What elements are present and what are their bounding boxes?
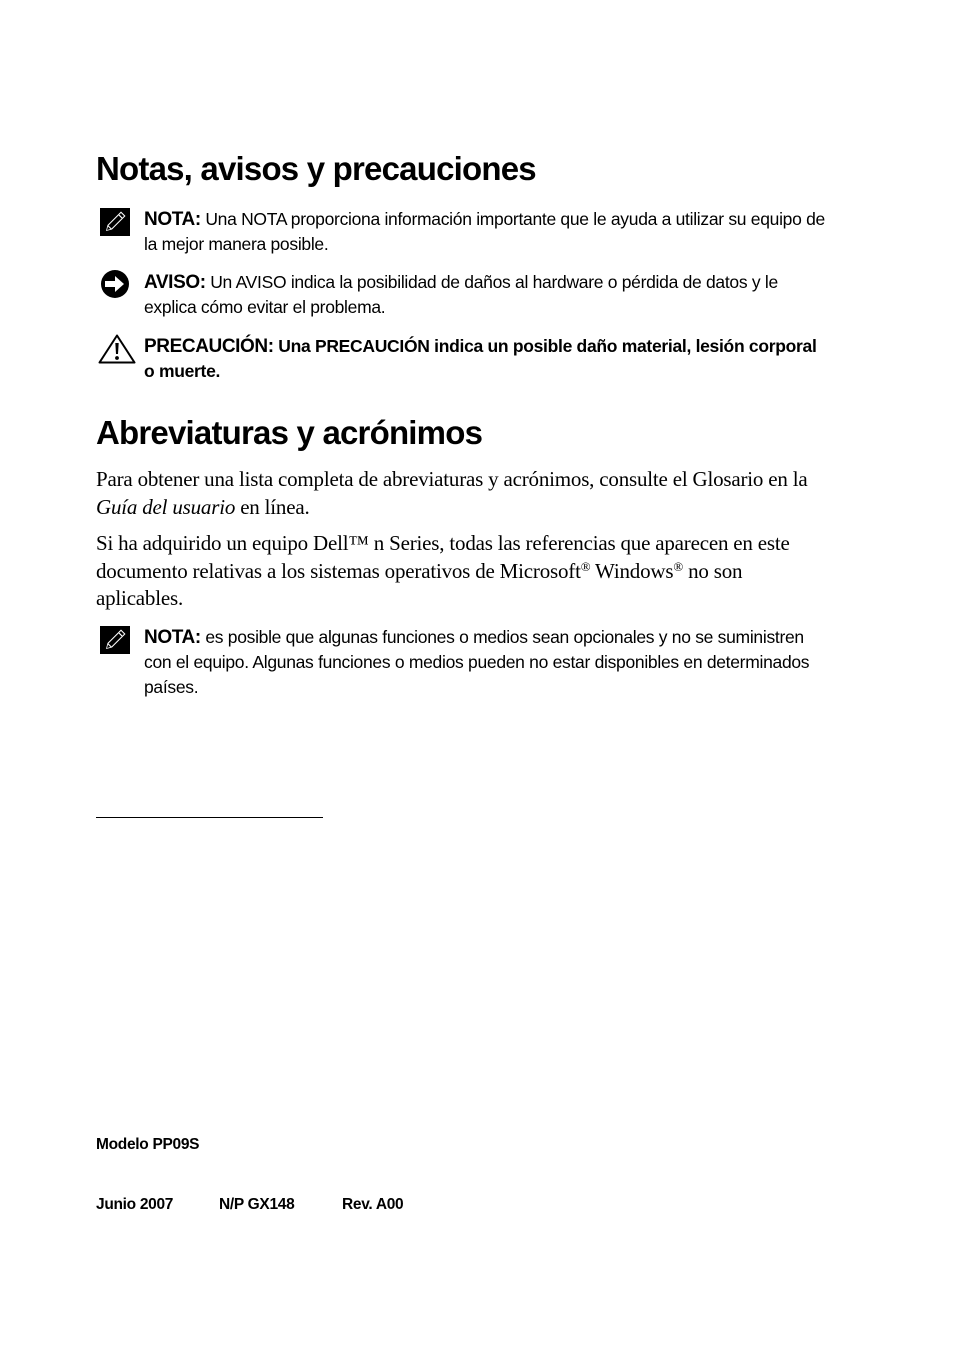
model-number: Modelo PP09S [96,1136,200,1153]
note-block [96,207,826,257]
glossary-paragraph [96,466,826,521]
note-block-optional-features [96,625,826,700]
publication-date: Junio 2007 [96,1196,174,1213]
note-label: NOTA: [144,627,201,648]
text-run: Windows [590,558,674,583]
heading-abbreviations: Abreviaturas y acrónimos [96,414,483,451]
part-number: N/P GX148 [219,1196,295,1213]
arrow-circle-icon [98,270,132,300]
note-text [144,207,826,257]
revision: Rev. A00 [342,1196,404,1213]
warning-triangle-icon [98,334,132,364]
caution-text [144,334,826,384]
registered-mark: ® [580,558,591,574]
heading-notes-notices-cautions: Notas, avisos y precauciones [96,150,536,187]
guide-title: Guía del usuario [96,494,236,519]
text-run: no son aplicables. [96,558,743,610]
caution-body: Una PRECAUCIÓN indica un posible daño material, lesión corporal o muerte. [144,336,817,381]
caution-label: PRECAUCIÓN: [144,336,274,357]
pencil-note-icon [98,625,132,655]
footer-divider [96,817,323,818]
notice-block [96,270,826,320]
note-label: NOTA: [144,209,201,230]
text-run: Si ha adquirido un equipo Dell™ n Series, todas las referencias que aparecen en este documento relativas a los sistemas operativos de Microsoft [96,531,790,583]
notice-text [144,270,826,320]
caution-block [96,334,826,384]
notice-body: Un AVISO indica la posibilidad de daños al hardware o pérdida de datos y le explica cómo evitar el problema. [144,272,778,317]
note-body: es posible que algunas funciones o medios sean opcionales y no se suministren con el equipo. Algunas funciones o medios pueden no estar disponibles en determinados países. [144,627,810,697]
notice-label: AVISO: [144,272,206,293]
text-run: Para obtener una lista completa de abreviaturas y acrónimos, consulte el Glosario en la [96,467,808,491]
note-body: Una NOTA proporciona información importante que le ayuda a utilizar su equipo de la mejor manera posible. [144,209,825,254]
n-series-paragraph [96,530,826,613]
text-run: en línea. [235,494,310,519]
pencil-note-icon [98,207,132,237]
registered-mark: ® [673,558,684,574]
note-text [144,625,826,700]
